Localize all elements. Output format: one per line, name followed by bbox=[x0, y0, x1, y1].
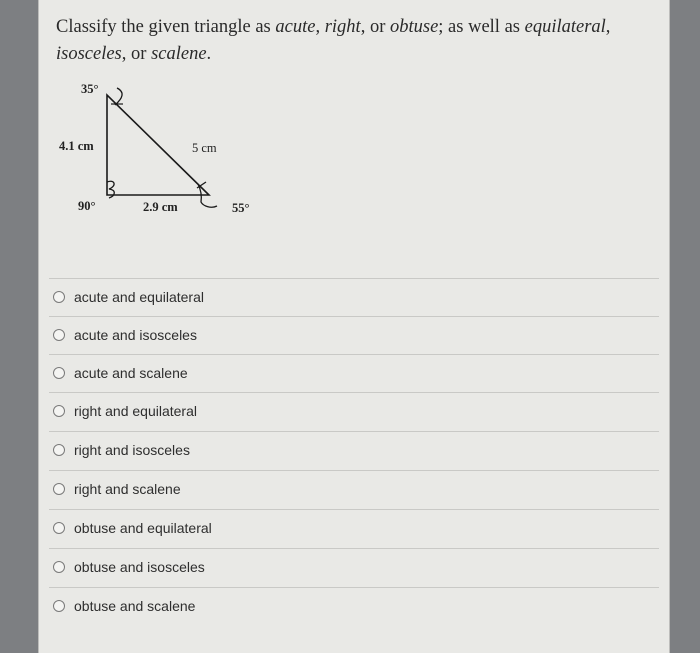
radio-button[interactable] bbox=[53, 367, 65, 379]
question-part: equilateral bbox=[524, 17, 606, 37]
question-part: isosceles bbox=[56, 44, 122, 64]
side-label-bottom: 2.9 cm bbox=[143, 200, 178, 214]
question-card bbox=[38, 0, 670, 653]
angle-label-right: 90° bbox=[78, 199, 96, 213]
radio-button[interactable] bbox=[53, 561, 65, 573]
angle-arc-top bbox=[115, 88, 122, 105]
question-part: right bbox=[324, 17, 361, 37]
choice-acute-isosceles[interactable] bbox=[53, 324, 197, 346]
choice-divider bbox=[49, 431, 659, 432]
side-label-left: 4.1 cm bbox=[59, 139, 94, 153]
choice-label: obtuse and equilateral bbox=[74, 520, 212, 536]
choice-label: acute and scalene bbox=[74, 365, 188, 381]
question-part: acute bbox=[275, 17, 316, 37]
question-text bbox=[56, 14, 656, 68]
choice-label: right and scalene bbox=[74, 481, 181, 497]
choice-label: right and isosceles bbox=[74, 442, 190, 458]
choice-right-equilateral[interactable] bbox=[53, 400, 197, 422]
triangle-figure bbox=[51, 78, 271, 223]
choice-acute-scalene[interactable] bbox=[53, 362, 188, 384]
question-part: Classify the given triangle as bbox=[56, 17, 276, 37]
question-part: ; as well as bbox=[438, 17, 525, 37]
choice-obtuse-equilateral[interactable] bbox=[53, 517, 212, 539]
question-part: scalene bbox=[151, 44, 207, 64]
radio-button[interactable] bbox=[53, 291, 65, 303]
choice-label: obtuse and isosceles bbox=[74, 559, 205, 575]
choice-label: acute and isosceles bbox=[74, 327, 197, 343]
radio-button[interactable] bbox=[53, 444, 65, 456]
choices-divider-top bbox=[49, 278, 659, 279]
radio-button[interactable] bbox=[53, 483, 65, 495]
radio-button[interactable] bbox=[53, 522, 65, 534]
choice-divider bbox=[49, 316, 659, 317]
question-part: , bbox=[605, 17, 611, 37]
choice-right-scalene[interactable] bbox=[53, 478, 181, 500]
choice-acute-equilateral[interactable] bbox=[53, 286, 204, 308]
question-part: , bbox=[315, 17, 325, 37]
radio-button[interactable] bbox=[53, 405, 65, 417]
choice-divider bbox=[49, 587, 659, 588]
angle-label-bottom-right: 55° bbox=[232, 201, 250, 215]
choice-divider bbox=[49, 509, 659, 510]
choice-divider bbox=[49, 470, 659, 471]
choice-obtuse-isosceles[interactable] bbox=[53, 556, 205, 578]
choice-label: right and equilateral bbox=[74, 403, 197, 419]
choice-obtuse-scalene[interactable] bbox=[53, 595, 195, 617]
choice-divider bbox=[49, 354, 659, 355]
side-label-hypotenuse: 5 cm bbox=[192, 141, 217, 155]
radio-button[interactable] bbox=[53, 329, 65, 341]
choice-divider bbox=[49, 548, 659, 549]
radio-button[interactable] bbox=[53, 600, 65, 612]
choice-label: obtuse and scalene bbox=[74, 598, 196, 614]
question-part: , or bbox=[360, 17, 390, 37]
question-part: , or bbox=[121, 44, 152, 64]
choice-label: acute and equilateral bbox=[74, 289, 204, 305]
question-part: . bbox=[206, 44, 212, 64]
question-part: obtuse bbox=[389, 17, 439, 37]
choice-divider bbox=[49, 392, 659, 393]
angle-label-top: 35° bbox=[81, 82, 99, 96]
choice-right-isosceles[interactable] bbox=[53, 439, 190, 461]
